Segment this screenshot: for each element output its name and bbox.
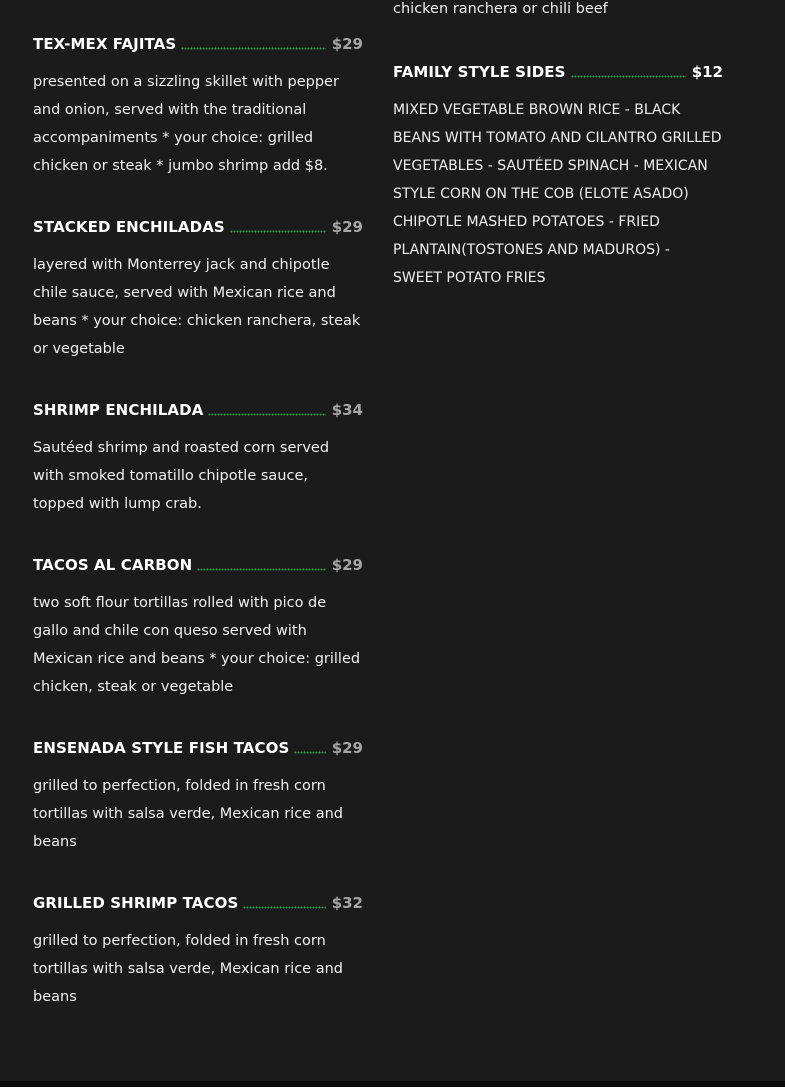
- menu-item: [33, 32, 363, 180]
- menu-item: [33, 215, 363, 363]
- menu-item-price: $29: [331, 218, 363, 236]
- menu-item-header: [33, 553, 363, 575]
- menu-item: [33, 891, 363, 1011]
- menu-item-name: TEX-MEX FAJITAS: [33, 35, 177, 53]
- menu-item-header: [33, 736, 363, 758]
- menu-item-description: two soft flour tortillas rolled with pico de gallo and chile con queso served with Mexican rice and beans * your choice: grilled chicken, steak or vegetable: [33, 595, 361, 695]
- menu-item-name: TACOS AL CARBON: [33, 556, 193, 574]
- menu-item-description: Sautéed shrimp and roasted corn served with smoked tomatillo chipotle sauce, topped with lump crab.: [33, 440, 330, 512]
- menu-item-price: $32: [331, 894, 363, 912]
- menu-item-header: [33, 891, 363, 913]
- menu-item: [33, 553, 363, 701]
- menu-item-name: STACKED ENCHILADAS: [33, 218, 225, 236]
- dot-leader: [571, 75, 686, 78]
- dot-leader: [230, 230, 326, 233]
- menu-item: [33, 736, 363, 856]
- dot-leader: [208, 413, 325, 416]
- dot-leader: [197, 568, 325, 571]
- menu-item-header: [33, 215, 363, 237]
- menu-item-description: layered with Monterrey jack and chipotle chile sauce, served with Mexican rice and beans * your choice: chicken ranchera, steak or vegetable: [33, 257, 361, 357]
- menu-item-price: $12: [691, 63, 723, 81]
- menu-item-name: GRILLED SHRIMP TACOS: [33, 894, 239, 912]
- menu-item-header: [33, 398, 363, 420]
- menu-item-price: $29: [331, 739, 363, 757]
- footer-bar: [0, 1081, 785, 1087]
- menu-item-price: $29: [331, 556, 363, 574]
- menu-item: [393, 60, 723, 292]
- dot-leader: [294, 751, 325, 754]
- menu-item-price: $34: [331, 401, 363, 419]
- dot-leader: [181, 47, 325, 50]
- menu-item-header: [393, 60, 723, 82]
- menu-item-name: SHRIMP ENCHILADA: [33, 401, 204, 419]
- dot-leader: [243, 906, 325, 909]
- menu-item: [33, 398, 363, 518]
- menu-item-name: FAMILY STYLE SIDES: [393, 63, 566, 81]
- menu-item-description: presented on a sizzling skillet with pepper and onion, served with the traditional accompaniments * your choice: grilled chicken or steak * jumbo shrimp add $8.: [33, 74, 339, 174]
- menu-item-description: MIXED VEGETABLE BROWN RICE - BLACK BEANS WITH TOMATO AND CILANTRO GRILLED VEGETABLES - SAUTÉED SPINACH - MEXICAN STYLE CORN ON THE COB (ELOTE ASADO) CHIPOTLE MASHED POTATOES - FRIED PLANTAIN(TOSTONES AND MADUROS) - SWEET POTATO FRIES: [393, 102, 722, 286]
- menu-item-description: grilled to perfection, folded in fresh corn tortillas with salsa verde, Mexican rice and beans: [33, 933, 343, 1005]
- menu-item-price: $29: [331, 35, 363, 53]
- menu-item-description: grilled to perfection, folded in fresh corn tortillas with salsa verde, Mexican rice and beans: [33, 778, 343, 850]
- continued-description-fragment: chicken ranchera or chili beef: [393, 1, 608, 17]
- menu-item-name: ENSENADA STYLE FISH TACOS: [33, 739, 290, 757]
- menu-item-header: [33, 32, 363, 54]
